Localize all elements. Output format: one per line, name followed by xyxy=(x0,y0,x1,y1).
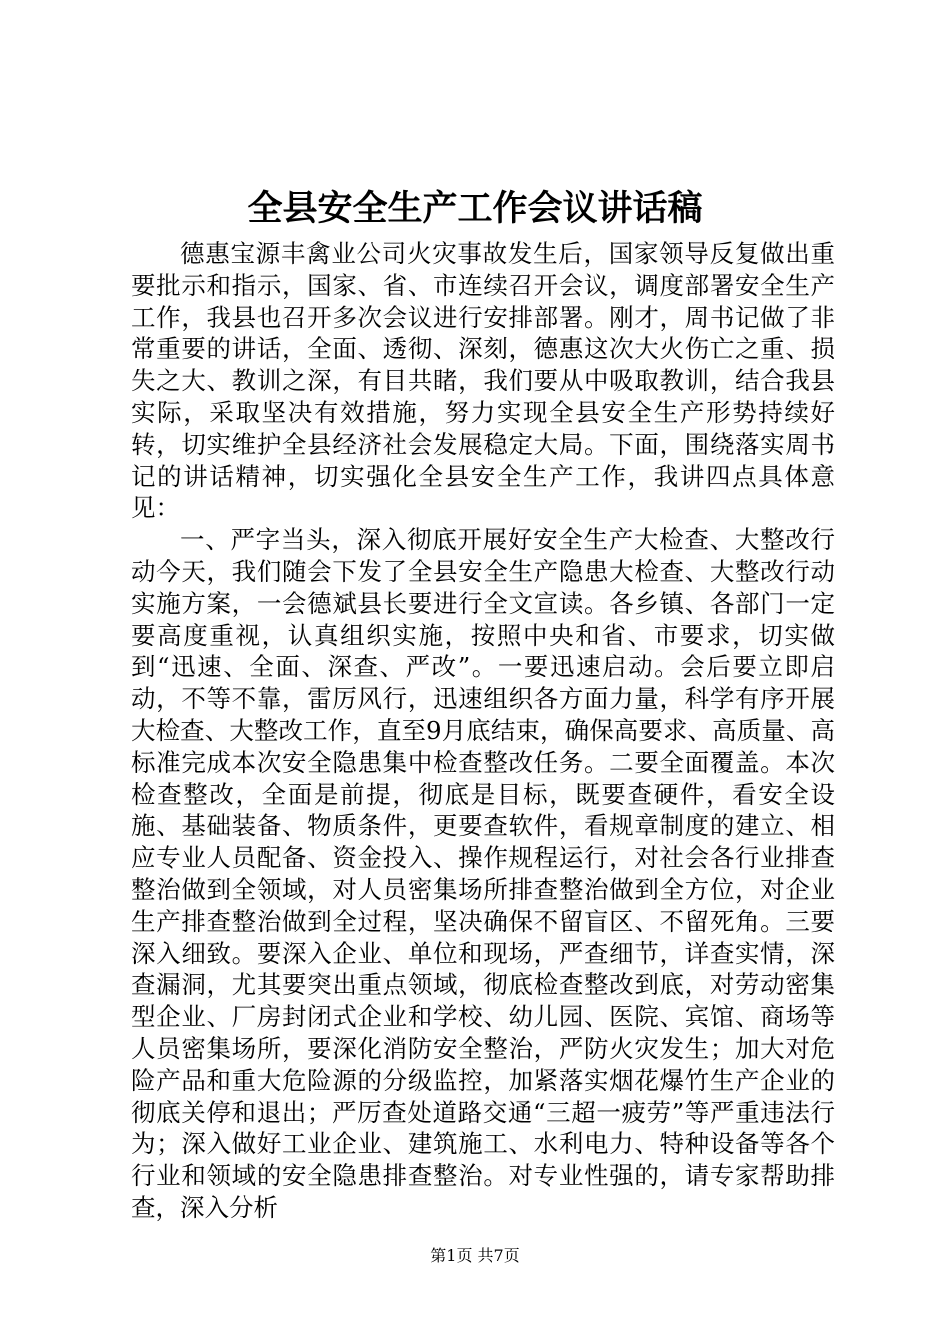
paragraph-section-one: 一、严字当头，深入彻底开展好安全生产大检查、大整改行动今天，我们随会下发了全县安全生产隐患大检查、大整改行动实施方案，一会德斌县长要进行全文宣读。各乡镇、各部门一定要高度重视，认真组织实施，按照中央和省、市要求，切实做到“迅速、全面、深查、严改”。一要迅速启动。会后要立即启动，不等不靠，雷厉风行，迅速组织各方面力量，科学有序开展大检查、大整改工作，直至9月底结束，确保高要求、高质量、高标准完成本次安全隐患集中检查整改任务。二要全面覆盖。本次检查整改，全面是前提，彻底是目标，既要查硬件，看安全设施、基础装备、物质条件，更要查软件，看规章制度的建立、相应专业人员配备、资金投入、操作规程运行，对社会各行业排查整治做到全领域，对人员密集场所排查整治做到全方位，对企业生产排查整治做到全过程，坚决确保不留盲区、不留死角。三要深入细致。要深入企业、单位和现场，严查细节，详查实情，深查漏洞，尤其要突出重点领域，彻底检查整改到底，对劳动密集型企业、厂房封闭式企业和学校、幼儿园、医院、宾馆、商场等人员密集场所，要深化消防安全整治，严防火灾发生；加大对危险产品和重大危险源的分级监控，加紧落实烟花爆竹生产企业的彻底关停和退出；严厉查处道路交通“三超一疲劳”等严重违法行为；深入做好工业企业、建筑施工、水利电力、特种设备等各个行业和领域的安全隐患排查整治。对专业性强的，请专家帮助排查，深入分析 xyxy=(131,525,835,1222)
page-number-footer: 第1页 共7页 xyxy=(430,1246,520,1265)
paragraph-intro: 德惠宝源丰禽业公司火灾事故发生后，国家领导反复做出重要批示和指示，国家、省、市连续召开会议，调度部署安全生产工作，我县也召开多次会议进行安排部署。刚才，周书记做了非常重要的讲话，全面、透彻、深刻，德惠这次大火伤亡之重、损失之大、教训之深，有目共睹，我们要从中吸取教训，结合我县实际，采取坚决有效措施，努力实现全县安全生产形势持续好转，切实维护全县经济社会发展稳定大局。下面，围绕落实周书记的讲话精神，切实强化全县安全生产工作，我讲四点具体意见： xyxy=(131,239,835,523)
document-body xyxy=(131,238,835,1224)
document-title: 全县安全生产工作会议讲话稿 xyxy=(247,188,703,229)
